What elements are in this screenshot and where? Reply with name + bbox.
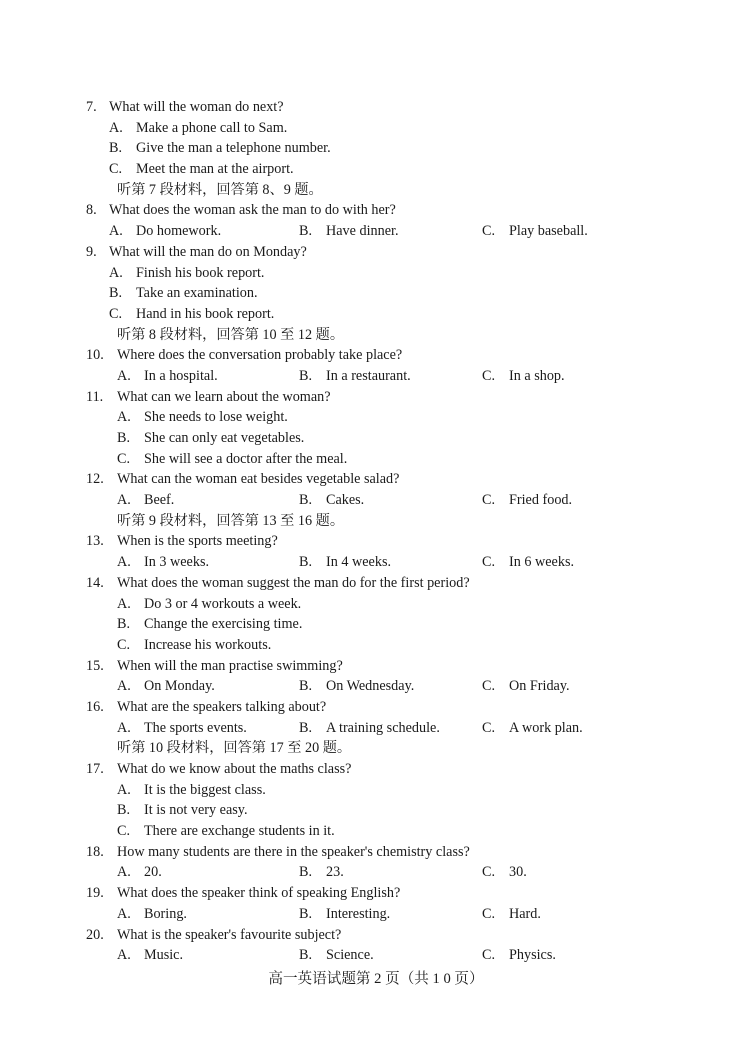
option-letter: A. [117,719,131,736]
option-b [117,800,248,821]
option-text: Take an examination. [136,285,258,302]
question-stem [86,842,706,863]
question-number: 11. [86,388,104,405]
option-text: In a shop. [509,367,565,384]
option-letter: C. [109,305,123,322]
question-text: What does the speaker think of speaking English? [117,885,401,902]
question-8 [86,200,706,241]
option-text: It is the biggest class. [144,781,266,798]
option-a [117,945,183,966]
option-text: In a restaurant. [326,367,411,384]
option-c [482,676,570,697]
option-text: 20. [144,864,162,881]
question-stem [86,573,706,594]
option-text: Physics. [509,947,556,964]
option-text: Music. [144,947,184,964]
option-c [117,821,335,842]
option-a [117,780,266,801]
question-number: 17. [86,761,104,777]
option-row [86,800,706,821]
option-row [86,676,706,697]
option-row [86,945,706,966]
option-row [86,635,706,656]
option-a [117,552,209,573]
option-c [482,718,583,739]
question-text: How many students are there in the speaker's chemistry class? [117,843,470,860]
option-b [117,428,304,449]
option-a [117,366,218,387]
option-letter: A. [117,492,131,509]
option-c [109,304,274,325]
question-7 [86,97,706,180]
question-number: 19. [86,885,104,902]
option-text: She needs to lose weight. [144,409,288,426]
option-row [86,552,706,573]
option-row [86,366,706,387]
option-text: Do homework. [136,223,222,240]
option-letter: B. [299,864,313,881]
option-c [482,552,574,573]
option-text: Do 3 or 4 workouts a week. [144,595,302,612]
option-c [482,945,556,966]
option-b [299,862,344,883]
question-number: 8. [86,202,97,219]
question-text: What will the woman do next? [109,99,284,115]
question-stem [86,97,706,118]
question-number: 14. [86,574,104,591]
option-letter: B. [109,285,123,302]
question-stem [86,531,706,552]
option-text: It is not very easy. [144,802,248,819]
option-text: A work plan. [509,719,583,736]
option-text: Hard. [509,905,541,922]
option-text: In 6 weeks. [509,554,575,571]
question-number: 9. [86,243,97,260]
option-letter: C. [482,905,496,922]
question-stem [86,345,706,366]
option-text: Beef. [144,492,175,509]
option-letter: B. [299,905,313,922]
question-text: When is the sports meeting? [117,533,278,550]
option-a [117,862,162,883]
questions-list [86,97,706,966]
option-b [117,614,302,635]
option-text: There are exchange students in it. [144,823,335,840]
option-text: Finish his book report. [136,264,265,281]
question-text: What can the woman eat besides vegetable salad? [117,471,400,488]
option-text: On Friday. [509,678,570,695]
option-letter: A. [117,595,131,612]
option-letter: A. [117,781,131,798]
option-letter: B. [299,719,313,736]
option-text: Play baseball. [509,223,588,240]
question-number: 15. [86,657,104,674]
question-stem [86,656,706,677]
page-footer: 高一英语试题第 2 页（共 1 0 页） [268,971,484,987]
option-text: She will see a doctor after the meal. [144,450,348,467]
question-text: What does the woman suggest the man do for the first period? [117,574,470,591]
option-text: 23. [326,864,344,881]
option-row [86,614,706,635]
question-number: 20. [86,926,104,943]
question-15 [86,656,706,697]
option-row [86,283,706,304]
option-letter: B. [109,140,123,157]
option-text: Hand in his book report. [136,305,275,322]
option-text: On Wednesday. [326,678,415,695]
question-13 [86,531,706,572]
question-20 [86,925,706,966]
option-a [117,594,301,615]
option-text: Cakes. [326,492,365,509]
section-instruction: 听第 7 段材料，回答第 8、9 题。 [117,181,323,198]
question-number: 7. [86,99,97,115]
option-text: Interesting. [326,905,391,922]
question-11 [86,387,706,470]
option-text: Fried food. [509,492,573,509]
option-text: The sports events. [144,719,247,736]
option-letter: B. [299,678,313,695]
option-c [117,449,347,470]
option-row [86,862,706,883]
question-stem [86,759,706,780]
option-letter: C. [482,864,496,881]
option-letter: C. [117,823,131,840]
question-19 [86,883,706,924]
question-12 [86,469,706,510]
option-letter: B. [299,367,313,384]
question-16 [86,697,706,738]
question-stem [86,242,706,263]
question-stem [86,469,706,490]
option-letter: A. [109,264,123,281]
option-letter: A. [109,119,123,136]
section-instruction: 听第 9 段材料，回答第 13 至 16 题。 [117,512,345,529]
option-row [86,904,706,925]
question-10 [86,345,706,386]
option-letter: C. [482,223,496,240]
option-b [299,945,374,966]
option-row [86,263,706,284]
question-number: 13. [86,533,104,550]
question-text: What is the speaker's favourite subject? [117,926,342,943]
option-letter: C. [482,367,496,384]
question-text: What will the man do on Monday? [109,243,307,260]
option-letter: A. [117,678,131,695]
option-letter: A. [117,905,131,922]
question-text: What do we know about the maths class? [117,761,352,777]
option-letter: B. [117,430,131,446]
question-text: What can we learn about the woman? [117,388,331,405]
option-c [482,221,588,242]
question-number: 12. [86,471,104,488]
option-row [86,718,706,739]
option-row [86,594,706,615]
option-text: A training schedule. [326,719,440,736]
question-stem [86,387,706,408]
question-text: What are the speakers talking about? [117,698,327,715]
option-c [482,904,541,925]
option-row [86,138,706,159]
option-text: Make a phone call to Sam. [136,119,288,136]
option-row [86,159,706,180]
question-number: 10. [86,347,104,364]
option-text: Increase his workouts. [144,636,272,653]
question-14 [86,573,706,656]
option-text: 30. [509,864,527,881]
option-letter: B. [117,616,131,633]
option-letter: A. [117,409,131,426]
option-b [299,718,440,739]
option-letter: A. [117,554,131,571]
option-row [86,428,706,449]
option-text: On Monday. [144,678,215,695]
option-b [299,490,364,511]
question-text: What does the woman ask the man to do with her? [109,202,396,219]
option-letter: C. [117,636,131,653]
option-a [117,676,215,697]
option-text: Change the exercising time. [144,616,303,633]
option-letter: C. [109,161,123,178]
question-stem [86,200,706,221]
question-text: When will the man practise swimming? [117,657,343,674]
option-a [117,490,174,511]
option-row [86,780,706,801]
option-letter: C. [482,947,496,964]
option-a [109,221,221,242]
option-letter: B. [299,223,313,240]
option-letter: C. [117,450,131,467]
option-a [117,718,247,739]
option-row [86,304,706,325]
option-letter: B. [299,554,313,571]
option-letter: A. [117,947,131,964]
option-b [109,283,258,304]
question-number: 16. [86,698,104,715]
question-stem [86,925,706,946]
option-row [86,490,706,511]
option-letter: C. [482,492,496,509]
option-text: She can only eat vegetables. [144,430,305,446]
option-text: Meet the man at the airport. [136,161,294,178]
option-letter: A. [117,367,131,384]
question-18 [86,842,706,883]
option-c [482,862,527,883]
question-9 [86,242,706,325]
option-text: In a hospital. [144,367,218,384]
section-instruction: 听第 10 段材料，回答第 17 至 20 题。 [117,740,352,757]
option-b [299,904,390,925]
option-b [299,366,411,387]
question-number: 18. [86,843,104,860]
option-letter: C. [482,719,496,736]
option-letter: B. [117,802,131,819]
option-c [482,490,572,511]
option-c [117,635,271,656]
question-stem [86,697,706,718]
option-letter: C. [482,678,496,695]
question-17 [86,759,706,842]
option-text: In 3 weeks. [144,554,210,571]
option-a [117,904,187,925]
option-letter: A. [109,223,123,240]
option-a [109,118,287,139]
option-letter: B. [299,492,313,509]
option-b [109,138,331,159]
option-text: Boring. [144,905,187,922]
question-stem [86,883,706,904]
option-row [86,449,706,470]
option-letter: C. [482,554,496,571]
option-text: Science. [326,947,374,964]
option-a [109,263,264,284]
option-text: In 4 weeks. [326,554,392,571]
option-row [86,407,706,428]
option-a [117,407,288,428]
section-instruction: 听第 8 段材料，回答第 10 至 12 题。 [117,326,345,343]
option-row [86,118,706,139]
option-b [299,552,391,573]
option-row [86,221,706,242]
option-text: Give the man a telephone number. [136,140,331,157]
option-letter: B. [299,947,313,964]
option-letter: A. [117,864,131,881]
option-b [299,221,399,242]
option-row [86,821,706,842]
option-c [482,366,565,387]
option-c [109,159,294,180]
question-text: Where does the conversation probably take place? [117,347,403,364]
option-b [299,676,414,697]
option-text: Have dinner. [326,223,399,240]
